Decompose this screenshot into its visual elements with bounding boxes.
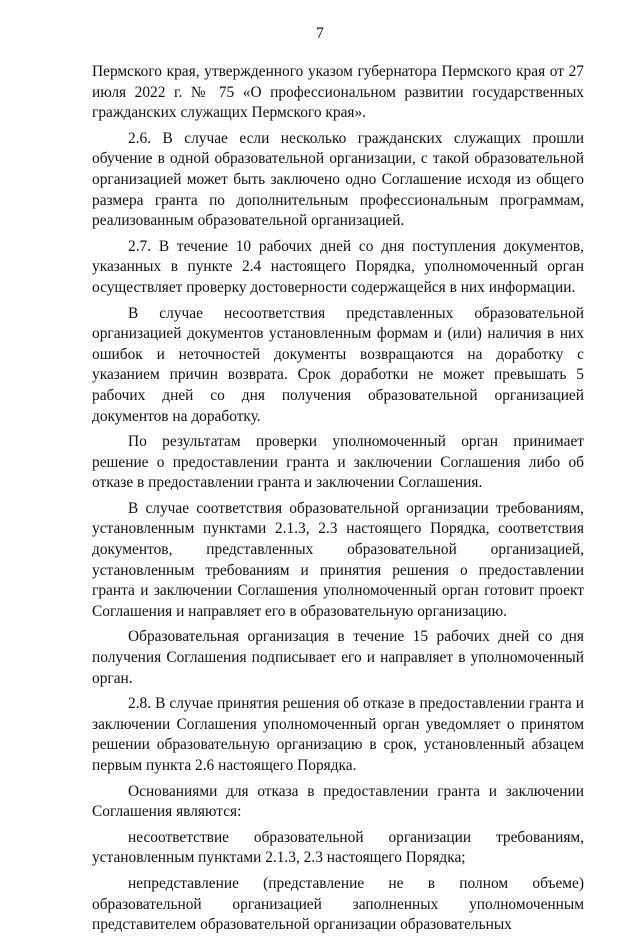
list-item-nonconformity: несоответствие образовательной организации требованиям, установленным пунктами 2.1.3, 2.3 настоящего Порядка; — [92, 828, 584, 867]
document-body — [92, 62, 584, 941]
paragraph-signing: Образовательная организация в течение 15 рабочих дней со дня получения Соглашения подписывает его и направляет в уполномоченный орган. — [92, 628, 584, 687]
paragraph-2-7: 2.7. В течение 10 рабочих дней со дня поступления документов, указанных в пункте 2.4 настоящего Порядка, уполномоченный орган осуществляет проверку достоверности содержащейся в них информации. — [92, 237, 584, 296]
paragraph-2-6: 2.6. В случае если несколько гражданских служащих прошли обучение в одной образовательной организации, с такой образовательной организацией может быть заключено одно Соглашение исходя из общего размера гранта по дополнительным профессиональным программам, реализованным образовательной организацией. — [92, 129, 584, 230]
paragraph-verification-result: По результатам проверки уполномоченный орган принимает решение о предоставлении гранта и заключении Соглашения либо об отказе в предоставлении гранта и заключении Соглашения. — [92, 433, 584, 492]
paragraph-nonconformity: В случае несоответствия представленных образовательной организацией документов установленным формам и (или) наличия в них ошибок и неточностей документы возвращаются на доработку с указанием причин возврата. Срок доработки не может превышать 5 рабочих дней со дня получения образовательной организацией документов на доработку. — [92, 304, 584, 425]
paragraph-refusal-grounds: Основаниями для отказа в предоставлении гранта и заключении Соглашения являются: — [92, 782, 584, 821]
list-item-nonsubmission: непредставление (представление не в полном объеме) образовательной организацией заполненных уполномоченным представителем образовательной организации образовательных — [92, 874, 584, 934]
paragraph-2-8: 2.8. В случае принятия решения об отказе в предоставлении гранта и заключении Соглашения уполномоченный орган уведомляет о принятом решении образовательную организацию в срок, установленный абзацем первым пункта 2.6 настоящего Порядка. — [92, 695, 584, 774]
page-number: 7 — [316, 25, 324, 42]
paragraph-conformity: В случае соответствия образовательной организации требованиям, установленным пунктами 2.1.3, 2.3 настоящего Порядка, соответствия документов, представленных образовательной организацией, установленным требованиям и принятия решения о предоставлении гранта и заключении Соглашения уполномоченный орган готовит проект Соглашения и направляет его в образовательную организацию. — [92, 499, 584, 620]
paragraph-continuation: Пермского края, утвержденного указом губернатора Пермского края от 27 июля 2022 г. № 75 «О профессиональном развитии государственных гражданских служащих Пермского края». — [92, 63, 584, 122]
